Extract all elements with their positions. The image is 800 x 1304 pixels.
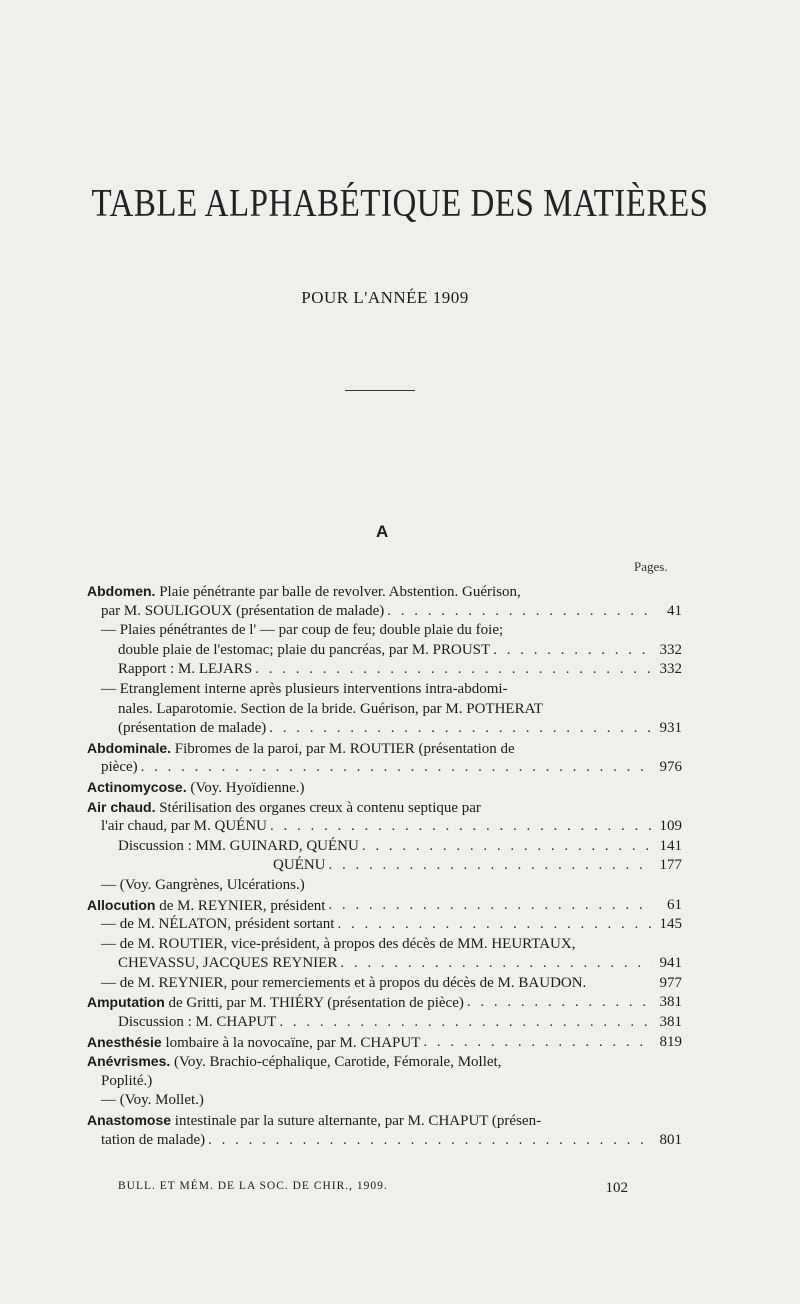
index-description: de M. REYNIER, président xyxy=(155,897,326,914)
page-reference xyxy=(652,876,682,896)
index-line xyxy=(87,935,682,955)
page-reference: 801 xyxy=(659,1131,682,1148)
dot-leader xyxy=(575,935,652,955)
index-description: (présentation de malade) xyxy=(118,720,267,737)
page-reference: 976 xyxy=(659,759,682,776)
index-line xyxy=(87,817,682,837)
index-line-text xyxy=(118,719,266,739)
index-description: Poplité.) xyxy=(101,1072,153,1089)
index-line xyxy=(87,739,682,759)
page-reference: 381 xyxy=(659,1014,682,1031)
index-line-text xyxy=(118,700,543,720)
page-reference xyxy=(652,739,682,759)
index-description: nales. Laparotomie. Section de la bride. Guérison, par M. POTHERAT xyxy=(118,700,543,717)
dot-leader xyxy=(326,856,653,876)
footer-page-number: 102 xyxy=(605,1180,628,1196)
index-line-text xyxy=(87,1052,501,1072)
index-line xyxy=(87,1091,682,1111)
index-description: de Gritti, par M. THIÉRY (présentation de pièce) xyxy=(164,995,464,1012)
index-line-text xyxy=(87,1111,541,1131)
index-description: QUÉNU xyxy=(273,857,326,874)
dot-leader xyxy=(481,798,652,818)
index-line xyxy=(87,641,682,661)
index-line xyxy=(87,954,682,974)
index-description: — Etranglement interne après plusieurs interventions intra-abdomi- xyxy=(101,680,508,697)
index-line-text xyxy=(87,1033,420,1053)
index-line xyxy=(87,896,682,916)
index-line-text xyxy=(101,1131,205,1151)
dot-leader xyxy=(205,1131,652,1151)
index-line-text xyxy=(101,602,384,622)
page-title: TABLE ALPHABÉTIQUE DES MATIÈRES xyxy=(91,182,709,226)
page-reference: 332 xyxy=(659,661,682,678)
dot-leader xyxy=(325,896,652,916)
index-line-text xyxy=(87,896,325,916)
index-line-text xyxy=(101,758,138,778)
index-line xyxy=(87,974,682,994)
dot-leader xyxy=(266,719,652,739)
index-line-text xyxy=(87,582,521,602)
index-description: Plaie pénétrante par balle de revolver. Abstention. Guérison, xyxy=(155,584,521,600)
index-line-text xyxy=(101,680,508,700)
index-line xyxy=(87,621,682,641)
dot-leader xyxy=(305,778,653,798)
page-reference: 819 xyxy=(659,1033,682,1050)
index-line xyxy=(87,700,682,720)
index-line xyxy=(87,1131,682,1151)
dot-leader xyxy=(420,1033,652,1053)
index-line xyxy=(87,915,682,935)
dot-leader xyxy=(586,974,652,994)
dot-leader xyxy=(359,837,652,857)
page-reference: 332 xyxy=(659,641,682,658)
index-line-text xyxy=(118,641,490,661)
index-line xyxy=(87,993,682,1013)
index-keyword: Allocution xyxy=(87,896,156,913)
index-line-text xyxy=(101,621,503,641)
index-description: CHEVASSU, JACQUES REYNIER xyxy=(118,955,338,972)
index-description: lombaire à la novocaïne, par M. CHAPUT xyxy=(161,1034,421,1051)
index-description: par M. SOULIGOUX (présentation de malade) xyxy=(101,602,385,619)
dot-leader xyxy=(334,915,652,935)
index-line-text xyxy=(101,915,334,935)
index-description: Fibromes de la paroi, par M. ROUTIER (présentation de xyxy=(171,740,515,757)
dot-leader xyxy=(521,582,652,602)
index-line xyxy=(87,660,682,680)
page-reference xyxy=(652,778,682,798)
index-line xyxy=(87,1033,682,1053)
page-reference: 41 xyxy=(667,602,682,619)
page-reference xyxy=(652,935,682,955)
index-description: — (Voy. Gangrènes, Ulcérations.) xyxy=(101,876,305,893)
page-reference xyxy=(652,700,682,720)
page-reference: 941 xyxy=(659,955,682,972)
index-description: Rapport : M. LEJARS xyxy=(118,661,253,678)
page-reference: 177 xyxy=(659,857,682,874)
index-line xyxy=(87,876,682,896)
index-line xyxy=(87,1052,682,1072)
index-line xyxy=(87,778,682,798)
index-description: l'air chaud, par M. QUÉNU xyxy=(101,818,267,835)
page-reference: 977 xyxy=(659,974,682,991)
index-line xyxy=(87,602,682,622)
index-line-text xyxy=(101,876,305,896)
section-letter: A xyxy=(376,522,389,541)
index-description: (Voy. Brachio-céphalique, Carotide, Fémorale, Mollet, xyxy=(170,1054,502,1071)
index-line xyxy=(87,798,682,818)
page-reference xyxy=(652,1111,682,1131)
dot-leader xyxy=(508,680,652,700)
dot-leader xyxy=(501,1052,652,1072)
dot-leader xyxy=(267,817,652,837)
dot-leader xyxy=(138,758,652,778)
page-reference xyxy=(652,621,682,641)
index-keyword: Abdomen. xyxy=(87,583,156,599)
index-keyword: Anévrismes. xyxy=(87,1053,171,1070)
page-subtitle: POUR L'ANNÉE 1909 xyxy=(301,288,469,307)
index-line xyxy=(87,1111,682,1131)
index-line xyxy=(87,719,682,739)
dot-leader xyxy=(384,602,652,622)
index-line xyxy=(87,1072,682,1092)
page-reference: 141 xyxy=(659,837,682,854)
page-reference xyxy=(652,798,682,818)
index-keyword: Amputation xyxy=(87,994,165,1011)
index-keyword: Anesthésie xyxy=(87,1033,162,1050)
index-description: — de M. ROUTIER, vice-président, à propos des décès de MM. HEURTAUX, xyxy=(101,935,576,952)
index-description: — de M. NÉLATON, président sortant xyxy=(101,916,335,933)
index-description: Discussion : MM. GUINARD, QUÉNU xyxy=(118,837,359,854)
page-reference: 61 xyxy=(667,896,682,913)
index-description: pièce) xyxy=(101,759,138,776)
index-description: double plaie de l'estomac; plaie du pancréas, par M. PROUST xyxy=(118,641,491,658)
index-line-text xyxy=(101,974,586,994)
dot-leader xyxy=(337,954,652,974)
index-description: (Voy. Hyoïdienne.) xyxy=(186,779,305,796)
dot-leader xyxy=(204,1091,652,1111)
index-keyword: Air chaud. xyxy=(87,798,156,815)
index-line-text xyxy=(87,993,464,1013)
dot-leader xyxy=(464,993,652,1013)
index-line xyxy=(87,837,682,857)
page-reference: 381 xyxy=(659,994,682,1011)
index-line-text xyxy=(87,798,481,818)
index-description: Discussion : M. CHAPUT xyxy=(118,1014,277,1031)
dot-leader xyxy=(276,1013,652,1033)
page-reference xyxy=(652,680,682,700)
page-reference: 931 xyxy=(659,720,682,737)
index-line xyxy=(87,1013,682,1033)
index-line-text xyxy=(118,837,359,857)
index-line-text xyxy=(273,856,326,876)
index-line-text xyxy=(101,1091,204,1111)
index-line xyxy=(87,856,682,876)
index-description: — Plaies pénétrantes de l' — par coup de feu; double plaie du foie; xyxy=(101,622,504,639)
index-line-text xyxy=(118,660,252,680)
index-line-text xyxy=(87,739,515,759)
page-reference xyxy=(652,582,682,602)
index-description: intestinale par la suture alternante, par M. CHAPUT (présen- xyxy=(171,1113,542,1130)
index-line xyxy=(87,680,682,700)
title-rule xyxy=(345,390,415,391)
index-line-text xyxy=(118,954,337,974)
page-reference: 109 xyxy=(659,818,682,835)
index-line xyxy=(87,758,682,778)
index-keyword: Anastomose xyxy=(87,1112,172,1129)
index-line-text xyxy=(101,1072,152,1092)
pages-column-label: Pages. xyxy=(634,559,668,574)
index-description: — (Voy. Mollet.) xyxy=(101,1092,204,1109)
index-description: tation de malade) xyxy=(101,1131,206,1148)
footer-journal: BULL. ET MÉM. DE LA SOC. DE CHIR., 1909. xyxy=(118,1180,388,1192)
dot-leader xyxy=(515,739,652,759)
dot-leader xyxy=(305,876,652,896)
index-line-text xyxy=(101,935,575,955)
page-reference xyxy=(652,1091,682,1111)
index-line xyxy=(87,582,682,602)
index-line-text xyxy=(87,778,305,798)
dot-leader xyxy=(543,700,652,720)
dot-leader xyxy=(152,1072,652,1092)
index-description: — de M. REYNIER, pour remerciements et à propos du décès de M. BAUDON. xyxy=(101,974,587,991)
dot-leader xyxy=(503,621,652,641)
page-reference xyxy=(652,1052,682,1072)
page-footer xyxy=(118,1180,628,1197)
index-line-text xyxy=(101,817,267,837)
dot-leader xyxy=(252,660,652,680)
dot-leader xyxy=(490,641,652,661)
index-keyword: Actinomycose. xyxy=(87,778,187,795)
index-line-text xyxy=(118,1013,276,1033)
index-entries xyxy=(87,582,682,1150)
index-keyword: Abdominale. xyxy=(87,739,172,756)
dot-leader xyxy=(541,1111,652,1131)
index-description: Stérilisation des organes creux à contenu septique par xyxy=(155,799,481,816)
page-reference: 145 xyxy=(659,916,682,933)
page-reference xyxy=(652,1072,682,1092)
